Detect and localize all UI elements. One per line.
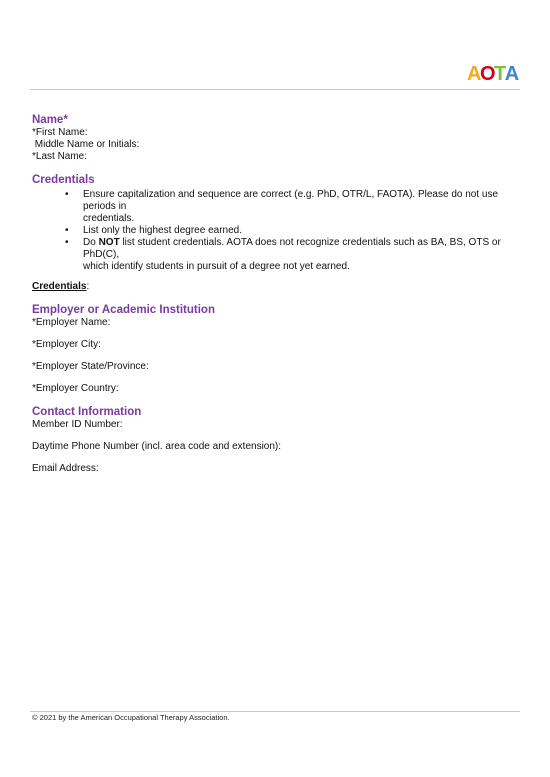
logo-letter-t: T bbox=[494, 63, 505, 85]
last-name-field[interactable]: *Last Name: bbox=[32, 151, 88, 162]
guideline-item bbox=[73, 189, 520, 225]
employer-heading: Employer or Academic Institution bbox=[32, 304, 215, 316]
logo-letter-o: O bbox=[479, 63, 495, 85]
guideline-text: Ensure capitalization and sequence are correct (e.g. PhD, OTR/L, FAOTA). Please do not use periods in bbox=[83, 189, 499, 212]
logo-letter-a1: A bbox=[467, 63, 480, 85]
guideline-text-cont: which identify students in pursuit of a degree not yet earned. bbox=[83, 261, 350, 272]
employer-name-field[interactable]: *Employer Name: bbox=[32, 317, 111, 328]
credentials-heading: Credentials bbox=[32, 174, 95, 186]
phone-field[interactable]: Daytime Phone Number (incl. area code and extension): bbox=[32, 441, 282, 452]
member-id-field[interactable]: Member ID Number: bbox=[32, 419, 123, 430]
guideline-item bbox=[73, 237, 520, 273]
employer-state-field[interactable]: *Employer State/Province: bbox=[32, 361, 149, 372]
header-divider bbox=[30, 89, 520, 90]
credentials-label-suffix: : bbox=[86, 281, 90, 292]
credentials-guidelines bbox=[32, 189, 520, 273]
form-content bbox=[32, 113, 520, 475]
logo-letter-a2: A bbox=[504, 63, 518, 85]
employer-country-field[interactable]: *Employer Country: bbox=[32, 383, 119, 394]
guideline-item bbox=[73, 225, 520, 237]
credentials-label: Credentials bbox=[32, 281, 87, 292]
aota-logo bbox=[467, 64, 519, 84]
email-field[interactable]: Email Address: bbox=[32, 463, 99, 474]
contact-heading: Contact Information bbox=[32, 406, 142, 418]
credentials-field[interactable] bbox=[32, 281, 520, 293]
employer-city-field[interactable]: *Employer City: bbox=[32, 339, 101, 350]
copyright-notice: © 2021 by the American Occupational Therapy Association. bbox=[32, 713, 230, 722]
name-heading: Name* bbox=[32, 114, 68, 126]
footer-divider bbox=[30, 711, 520, 712]
guideline-emphasis: NOT bbox=[98, 237, 120, 248]
guideline-text-cont: credentials. bbox=[83, 213, 135, 224]
guideline-prefix: Do bbox=[83, 237, 99, 248]
guideline-text: List only the highest degree earned. bbox=[83, 225, 242, 236]
guideline-text: list student credentials. AOTA does not recognize credentials such as BA, BS, OTS or PhD(C), bbox=[83, 237, 501, 260]
first-name-field[interactable]: *First Name: bbox=[32, 127, 88, 138]
middle-name-field[interactable]: Middle Name or Initials: bbox=[32, 139, 140, 150]
